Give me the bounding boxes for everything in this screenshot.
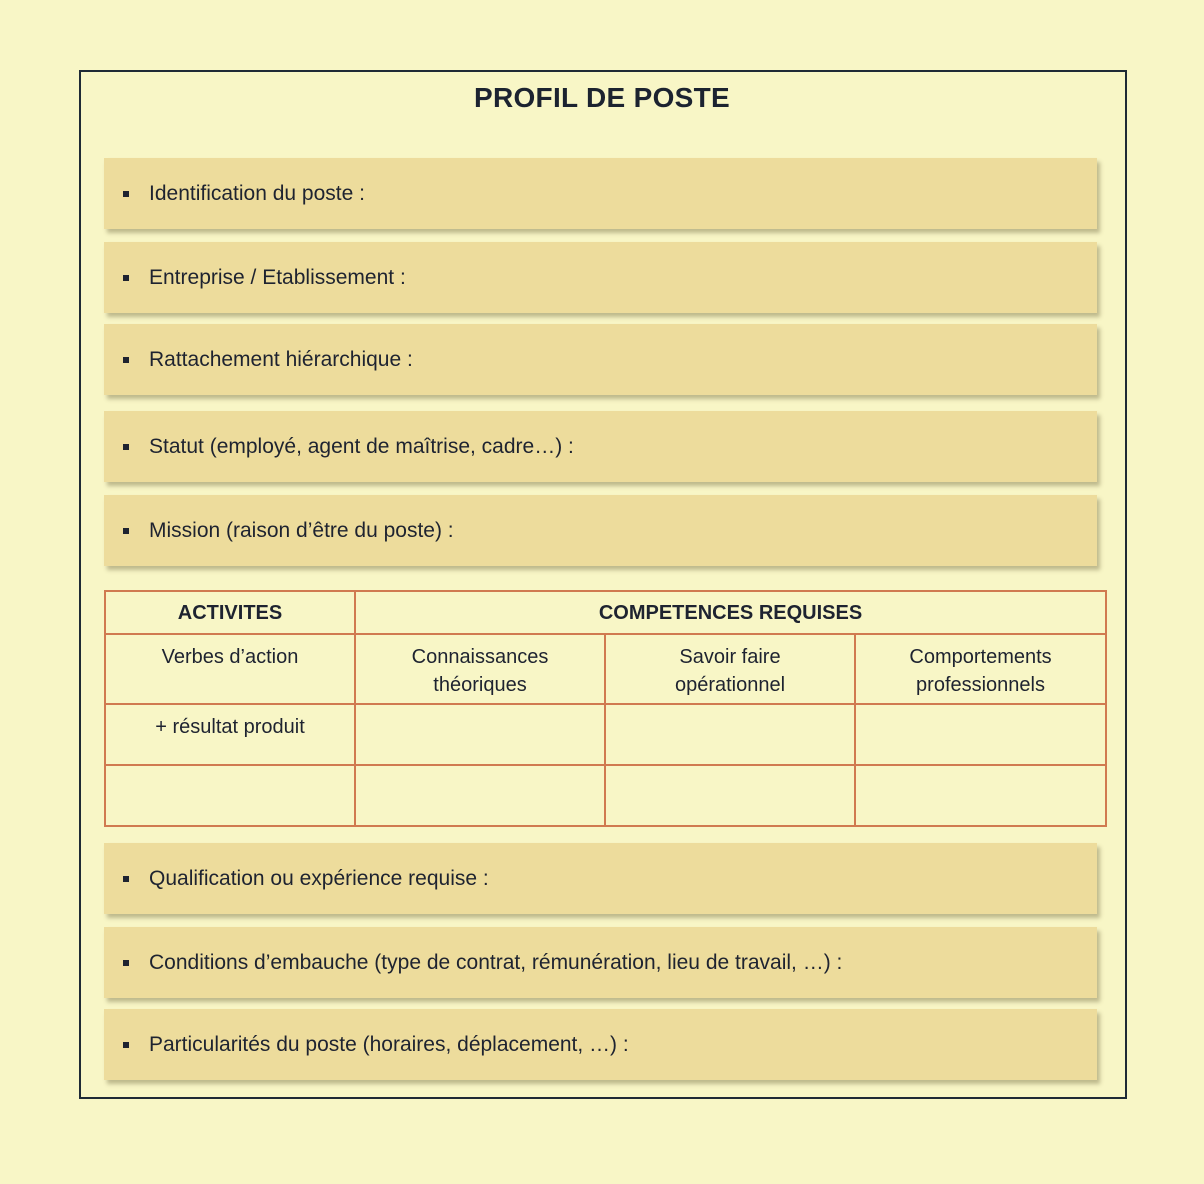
subheader-line: théoriques: [433, 674, 527, 696]
field-label: Identification du poste :: [149, 181, 365, 205]
field-mission: [104, 495, 1097, 566]
table-cell[interactable]: [105, 765, 355, 826]
subheader-line: professionnels: [916, 674, 1045, 696]
field-conditions: [104, 927, 1097, 998]
field-label: Entreprise / Etablissement :: [149, 265, 406, 289]
subheader-line: Comportements: [909, 646, 1052, 668]
field-statut: [104, 411, 1097, 482]
field-label: Qualification ou expérience requise :: [149, 866, 489, 890]
field-particularites: [104, 1009, 1097, 1080]
table-cell[interactable]: [855, 704, 1106, 765]
subheader-line: Connaissances: [411, 646, 549, 668]
field-label: Rattachement hiérarchique :: [149, 347, 413, 371]
page-title: PROFIL DE POSTE: [473, 82, 731, 113]
table-cell[interactable]: [605, 704, 855, 765]
table-cell[interactable]: [605, 765, 855, 826]
subheader-line: opérationnel: [674, 674, 786, 696]
bullet-icon: [123, 357, 129, 363]
table-cell[interactable]: [105, 704, 355, 765]
bullet-icon: [123, 191, 129, 197]
field-label: Statut (employé, agent de maîtrise, cadre…) :: [149, 434, 574, 458]
subheader-connaissances: [355, 634, 605, 704]
header-competences: COMPETENCES REQUISES: [355, 591, 1106, 634]
bullet-icon: [123, 876, 129, 882]
bullet-icon: [123, 275, 129, 281]
subheader-verbes: [105, 634, 355, 704]
subheader-verbes-label: Verbes d’action: [161, 646, 299, 668]
bullet-icon: [123, 960, 129, 966]
table-cell[interactable]: [855, 765, 1106, 826]
field-qualification: [104, 843, 1097, 914]
bullet-icon: [123, 1042, 129, 1048]
bullet-icon: [123, 444, 129, 450]
field-identification: [104, 158, 1097, 229]
subheader-savoir-faire: [605, 634, 855, 704]
header-activites: ACTIVITES: [105, 591, 355, 634]
activities-table: [104, 590, 1107, 827]
field-label: Conditions d’embauche (type de contrat, rémunération, lieu de travail, …) :: [149, 950, 843, 974]
field-rattachement: [104, 324, 1097, 395]
table-cell[interactable]: [355, 765, 605, 826]
field-label: Particularités du poste (horaires, déplacement, …) :: [149, 1032, 629, 1056]
subheader-comportements: [855, 634, 1106, 704]
cell-hint: + résultat produit: [155, 716, 305, 738]
table-cell[interactable]: [355, 704, 605, 765]
field-entreprise: [104, 242, 1097, 313]
field-label: Mission (raison d’être du poste) :: [149, 518, 454, 542]
bullet-icon: [123, 528, 129, 534]
subheader-line: Savoir faire: [679, 646, 781, 668]
